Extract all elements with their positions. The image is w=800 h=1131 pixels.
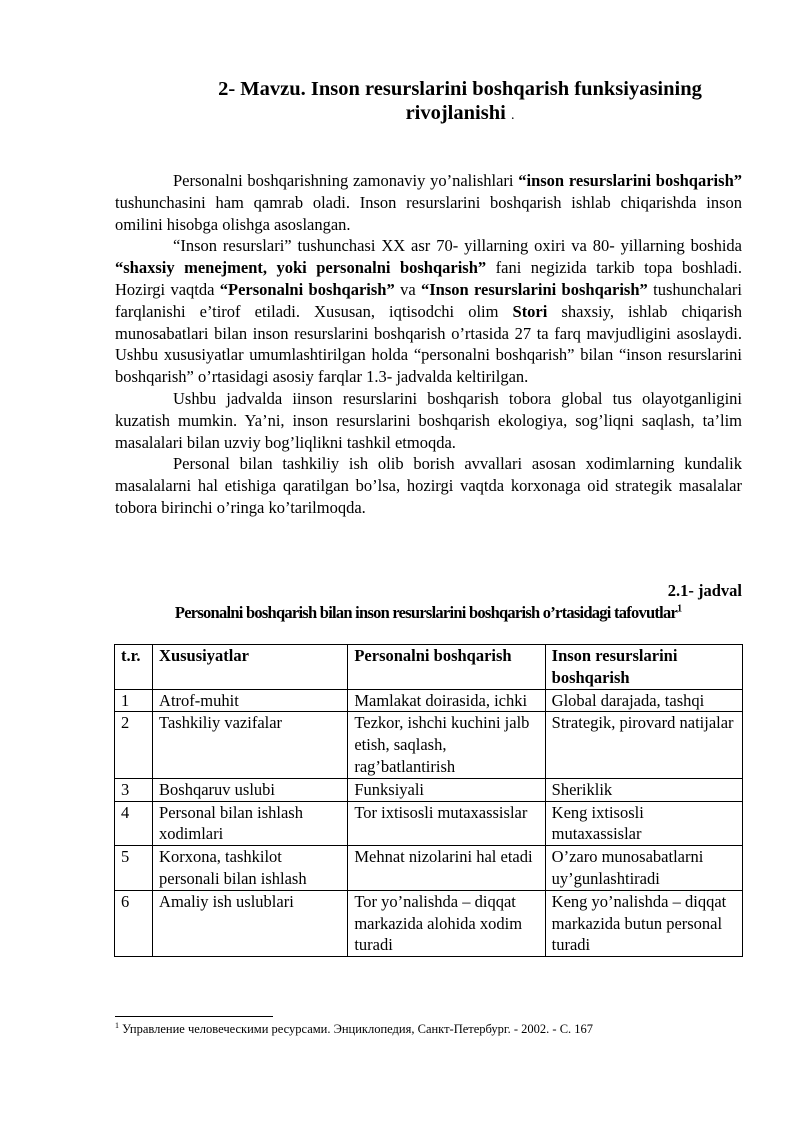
- text-run: “Inson resurslari” tushunchasi XX asr 70- yillarning oxiri va 80- yillarning boshida: [173, 236, 742, 256]
- body-paragraph: [115, 388, 742, 453]
- row-number-cell: 5: [115, 846, 153, 891]
- hr-management-cell: Strategik, pirovard natijalar: [545, 712, 742, 778]
- hr-management-cell: Keng yo’nalishda – diqqat markazida butun personal turadi: [545, 890, 742, 956]
- text-run: shaxsiy, ishlab chiqarish munosabatlari bilan inson resurslarini boshqarish o’rtasida 27 ta farq mavjudligini asoslaydi. Ushbu xususiyatlar umumlashtirilgan holda “personalni boshqarish” bilan “inson resurslarini boshqarish” o’rtasidagi asosiy farqlar 1.3- jadvalda keltirilgan.: [115, 301, 742, 387]
- personnel-management-cell: Mamlakat doirasida, ichki: [348, 689, 545, 712]
- text-run: fani negizida tarkib topa boshladi. Hozirgi vaqtda: [115, 258, 742, 299]
- table-caption: [115, 603, 742, 623]
- personnel-management-cell: Tezkor, ishchi kuchini jalb etish, saqlash, rag’batlantirish: [348, 712, 545, 778]
- bold-term: “Inson resurslarini boshqarish”: [420, 279, 648, 299]
- header-cell-features: Xususiyatlar: [153, 645, 348, 690]
- table-row: [115, 689, 743, 712]
- text-run: tushunchalari farqlanishi e’tirof etiladi. Xususan, iqtisodchi olim: [115, 279, 742, 321]
- hr-management-cell: O’zaro munosabatlarni uy’gunlashtiradi: [545, 846, 742, 891]
- table-row: [115, 712, 743, 778]
- footnote-reference: 1: [677, 603, 683, 615]
- personnel-management-cell: Tor yo’nalishda – diqqat markazida alohida xodim turadi: [348, 890, 545, 956]
- page-title: [190, 77, 730, 128]
- text-run: va: [394, 279, 421, 299]
- table-number: 2.1- jadval: [667, 581, 742, 600]
- footnote-mark: 1: [115, 1021, 119, 1030]
- table-row: [115, 846, 743, 891]
- footnote: [115, 1021, 593, 1037]
- bold-term: Stori: [512, 301, 548, 321]
- footnote-separator: [115, 1016, 273, 1017]
- title-trailing-dot: .: [510, 108, 515, 123]
- feature-cell: Atrof-muhit: [153, 689, 348, 712]
- text-run: tushunchasini ham qamrab oladi. Inson resurslarini boshqarish ishlab chiqarishda inson omilini hisobga olishga asoslangan.: [115, 192, 742, 234]
- body-paragraph: [115, 235, 742, 388]
- row-number-cell: 6: [115, 890, 153, 956]
- feature-cell: Personal bilan ishlash xodimlari: [153, 801, 348, 846]
- text-run: Ushbu jadvalda iinson resurslarini boshqarish tobora global tus olayotganligini kuzatish mumkin. Ya’ni, inson resurslarini boshqarish ekologiya, sog’liqni saqlash, ta’lim masalalari bilan uzviy bog’liqlikni tashkil etmoqda.: [115, 388, 742, 452]
- personnel-management-cell: Funksiyali: [348, 778, 545, 801]
- table-header-row: [115, 645, 743, 690]
- body-paragraph: [115, 453, 742, 518]
- title-line-2: rivojlanishi: [405, 102, 506, 124]
- header-cell-hr-management: Inson resurslarini boshqarish: [545, 645, 742, 690]
- hr-management-cell: Sheriklik: [545, 778, 742, 801]
- feature-cell: Boshqaruv uslubi: [153, 778, 348, 801]
- feature-cell: Tashkiliy vazifalar: [153, 712, 348, 778]
- hr-management-cell: Global darajada, tashqi: [545, 689, 742, 712]
- table-row: [115, 778, 743, 801]
- body-paragraph: [115, 170, 742, 235]
- text-run: Personal bilan tashkiliy ish olib borish avvallari asosan xodimlarning kundalik masalalarni hal etishiga qaratilgan bo’lsa, hozirgi vaqtda korxonaga oid strategik masalalar tobora birinchi o’ringa ko’tarilmoqda.: [115, 454, 742, 517]
- bold-term: “inson resurslarini boshqarish”: [518, 171, 742, 190]
- hr-management-cell: Keng ixtisosli mutaxassislar: [545, 801, 742, 846]
- header-cell-number: t.r.: [115, 645, 153, 690]
- bold-term: “Personalni boshqarish”: [219, 279, 395, 299]
- feature-cell: Amaliy ish uslublari: [153, 890, 348, 956]
- footnote-text: Управление человеческими ресурсами. Энциклопедия, Санкт-Петербург. - 2002. - С. 167: [122, 1022, 594, 1037]
- body-text: [115, 170, 742, 519]
- personnel-management-cell: Tor ixtisosli mutaxassislar: [348, 801, 545, 846]
- title-line-1: 2- Mavzu. Inson resurslarini boshqarish funksiyasining: [218, 78, 702, 100]
- table-caption-text: Personalni boshqarish bilan inson resurslarini boshqarish o’rtasidagi tafovutlar: [174, 603, 678, 622]
- personnel-management-cell: Mehnat nizolarini hal etadi: [348, 846, 545, 891]
- comparison-table: [114, 644, 743, 957]
- feature-cell: Korxona, tashkilot personali bilan ishlash: [153, 846, 348, 891]
- row-number-cell: 4: [115, 801, 153, 846]
- text-run: Personalni boshqarishning zamonaviy yo’nalishlari: [173, 171, 519, 190]
- row-number-cell: 3: [115, 778, 153, 801]
- table-row: [115, 801, 743, 846]
- bold-term: “shaxsiy menejment, yoki personalni boshqarish”: [115, 258, 487, 278]
- header-cell-personnel-management: Personalni boshqarish: [348, 645, 545, 690]
- row-number-cell: 1: [115, 689, 153, 712]
- row-number-cell: 2: [115, 712, 153, 778]
- table-row: [115, 890, 743, 956]
